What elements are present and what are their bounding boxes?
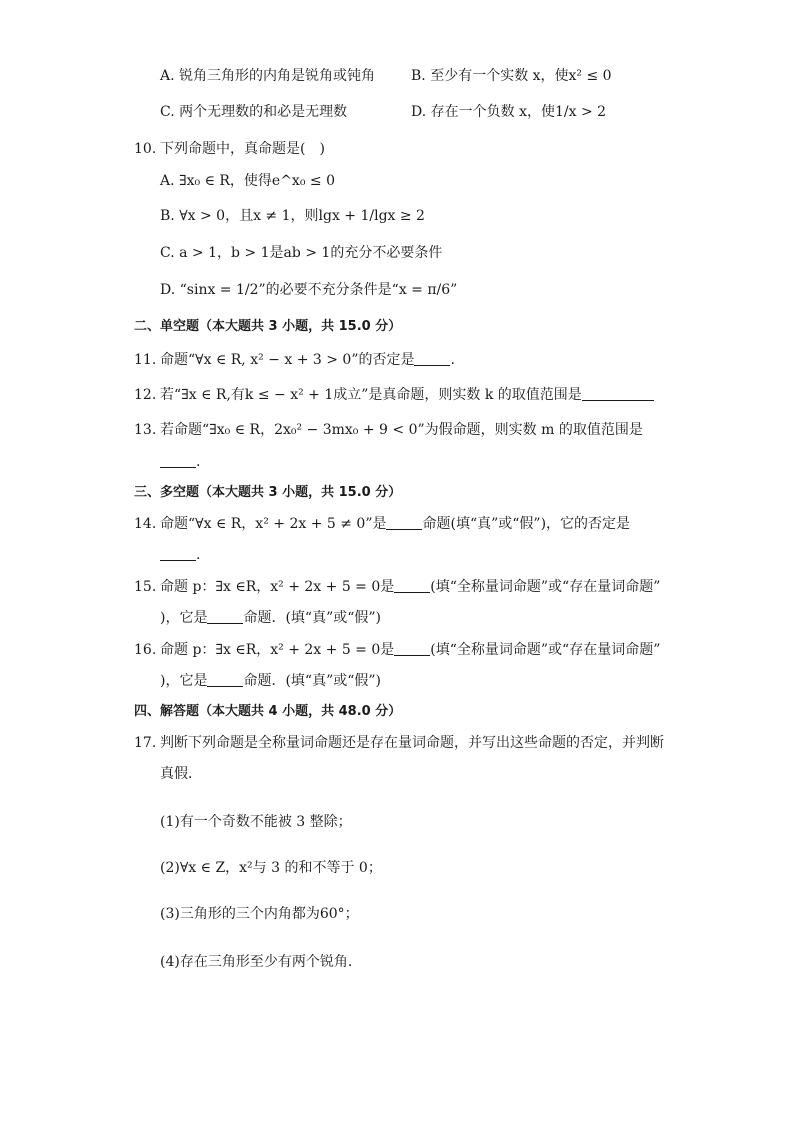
q12-text [160, 385, 654, 405]
q15-middle: (填“全称量词命题”或“存在量词命题” [430, 579, 661, 595]
q16-number: 16. [134, 642, 157, 658]
q12-number: 12. [134, 387, 157, 403]
section-4-heading: 四、解答题（本大题共 4 小题，共 48.0 分） [134, 704, 402, 719]
q17-item-4: (4)存在三角形至少有两个锐角． [160, 954, 362, 970]
q17-item-3: (3)三角形的三个内角都为60°； [160, 906, 359, 922]
q16-answer-blank-2 [207, 672, 243, 687]
q14-line1 [160, 514, 630, 534]
q9-option-c: C. 两个无理数的和必是无理数 [160, 104, 348, 120]
q16-middle: (填“全称量词命题”或“存在量词命题” [430, 642, 661, 658]
q15-prefix: 命题 p：∃x ∈R，x² + 2x + 5 = 0是 [160, 579, 395, 595]
q9-option-d: D. 存在一个负数 x，使1/x > 2 [411, 104, 607, 120]
q14-number: 14. [134, 516, 157, 532]
q14-prefix: 命题“∀x ∈ R，x² + 2x + 5 ≠ 0”是 [160, 516, 387, 532]
q11-prefix: 命题“∀x ∈ R, x² − x + 3 > 0”的否定是 [160, 352, 415, 368]
q15-line1 [160, 577, 660, 597]
q16-line2-prefix: )，它是 [160, 673, 208, 689]
section-3-heading: 三、多空题（本大题共 3 小题，共 15.0 分） [134, 485, 402, 500]
q16-line2 [160, 671, 381, 691]
q15-line2 [160, 608, 381, 628]
q13-answer-blank [160, 453, 196, 468]
q10-option-a: A. ∃x₀ ∈ R，使得e^x₀ ≤ 0 [160, 173, 335, 189]
q11-suffix: . [450, 352, 455, 368]
q16-prefix: 命题 p：∃x ∈R，x² + 2x + 5 = 0是 [160, 642, 395, 658]
q13-suffix: . [196, 454, 201, 470]
q14-line2 [160, 545, 200, 565]
q14-middle: 命题(填“真”或“假”)，它的否定是 [422, 516, 631, 532]
q16-line1 [160, 640, 660, 660]
q11-answer-blank [414, 351, 450, 366]
q15-line2-suffix: 命题．(填“真”或“假”) [243, 610, 382, 626]
q17-line1: 判断下列命题是全称量词命题还是存在量词命题，并写出这些命题的否定，并判断 [160, 735, 664, 751]
q14-suffix: . [196, 547, 201, 563]
q12-prefix: 若“∃x ∈ R,有k ≤ − x² + 1成立”是真命题，则实数 k 的取值范围是 [160, 387, 582, 403]
q10-number: 10. [134, 141, 157, 157]
q11-number: 11. [134, 352, 157, 368]
q10-stem: 下列命题中，真命题是( ) [160, 141, 325, 157]
q13-number: 13. [134, 422, 157, 438]
q15-answer-blank-1 [394, 578, 430, 593]
q13-line2 [160, 452, 200, 472]
q15-line2-prefix: )，它是 [160, 610, 208, 626]
q11-text [160, 350, 455, 370]
q15-number: 15. [134, 579, 157, 595]
q16-answer-blank-1 [394, 641, 430, 656]
q15-answer-blank-2 [207, 609, 243, 624]
q17-item-1: (1)有一个奇数不能被 3 整除； [160, 814, 352, 830]
q9-option-b: B. 至少有一个实数 x，使x² ≤ 0 [411, 68, 612, 84]
q9-option-a: A. 锐角三角形的内角是锐角或钝角 [160, 68, 376, 84]
q10-option-b: B. ∀x > 0，且x ≠ 1，则lgx + 1/lgx ≥ 2 [160, 208, 425, 224]
q17-item-2: (2)∀x ∈ Z，x²与 3 的和不等于 0； [160, 860, 382, 876]
q12-answer-blank [582, 386, 654, 401]
q14-answer-blank-2 [160, 546, 196, 561]
q17-line2: 真假． [160, 766, 202, 782]
q10-option-c: C. a > 1，b > 1是ab > 1的充分不必要条件 [160, 245, 443, 261]
q17-number: 17. [134, 735, 157, 751]
q14-answer-blank-1 [386, 515, 422, 530]
q10-option-d: D. “sinx = 1/2”的必要不充分条件是“x = π/6” [160, 282, 458, 298]
q13-line1: 若命题“∃x₀ ∈ R，2x₀² − 3mx₀ + 9 < 0”为假命题，则实数 m 的取值范围是 [160, 422, 643, 438]
q16-line2-suffix: 命题．(填“真”或“假”) [243, 673, 382, 689]
section-2-heading: 二、单空题（本大题共 3 小题，共 15.0 分） [134, 319, 402, 334]
